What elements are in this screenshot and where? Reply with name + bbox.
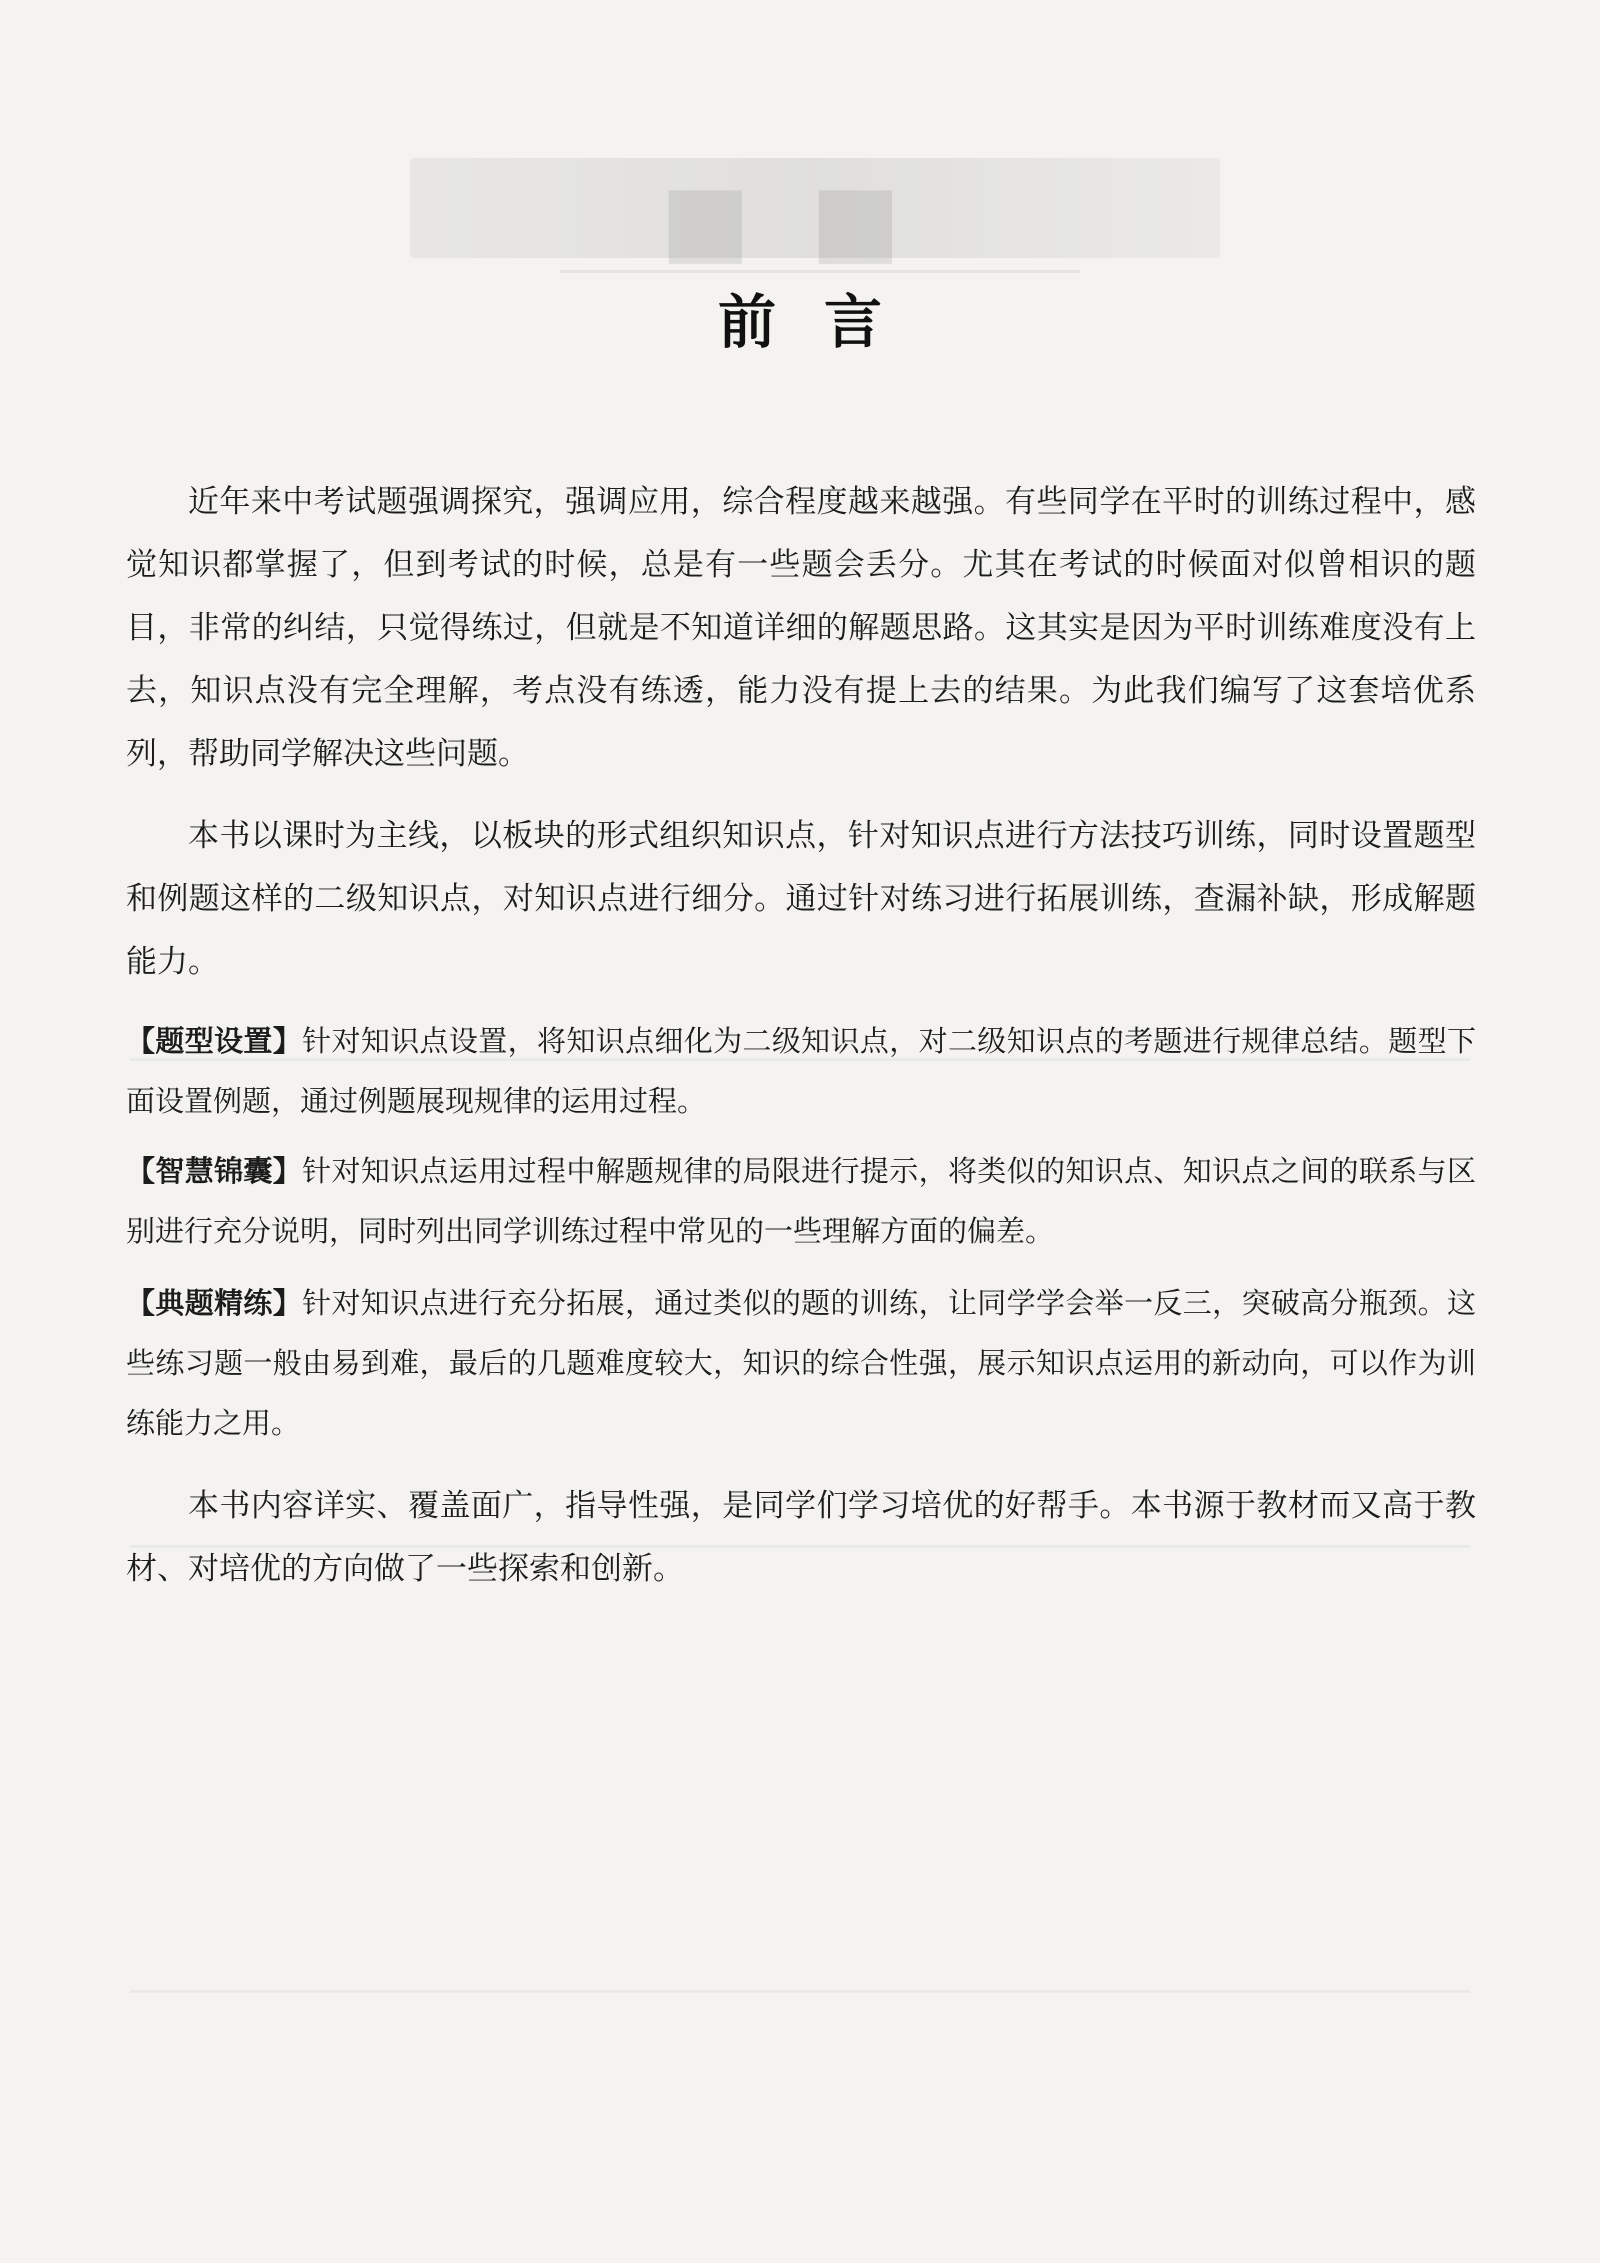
bleed-through-banner: ■ ■	[410, 158, 1220, 258]
feature-item-practice	[126, 1273, 1476, 1453]
feature-text: 针对知识点运用过程中解题规律的局限进行提示，将类似的知识点、知识点之间的联系与区别进行充分说明，同时列出同学训练过程中常见的一些理解方面的偏差。	[126, 1154, 1476, 1248]
bleed-through-rule	[560, 270, 1080, 273]
feature-tag: 【题型设置】	[126, 1024, 303, 1058]
intro-paragraph: 近年来中考试题强调探究，强调应用，综合程度越来越强。有些同学在平时的训练过程中，感觉知识都掌握了，但到考试的时候，总是有一些题会丢分。尤其在考试的时候面对似曾相识的题目，非常的纠结，只觉得练过，但就是不知道详细的解题思路。这其实是因为平时训练难度没有上去，知识点没有完全理解，考点没有练透，能力没有提上去的结果。为此我们编写了这套培优系列，帮助同学解决这些问题。	[126, 484, 1476, 772]
feature-item-question-types	[126, 1011, 1476, 1131]
closing-paragraph: 本书内容详实、覆盖面广，指导性强，是同学们学习培优的好帮手。本书源于教材而又高于教材、对培优的方向做了一些探索和创新。	[126, 1488, 1476, 1587]
feature-text: 针对知识点进行充分拓展，通过类似的题的训练，让同学学会举一反三，突破高分瓶颈。这些练习题一般由易到难，最后的几题难度较大，知识的综合性强，展示知识点运用的新动向，可以作为训练能力之用。	[126, 1286, 1476, 1440]
feature-text: 针对知识点设置，将知识点细化为二级知识点，对二级知识点的考题进行规律总结。题型下面设置例题，通过例题展现规律的运用过程。	[126, 1024, 1476, 1118]
structure-paragraph: 本书以课时为主线，以板块的形式组织知识点，针对知识点进行方法技巧训练，同时设置题型和例题这样的二级知识点，对知识点进行细分。通过针对练习进行拓展训练，查漏补缺，形成解题能力。	[126, 818, 1476, 980]
bleed-through-rule	[130, 1990, 1470, 1993]
feature-tag: 【典题精练】	[126, 1286, 303, 1320]
feature-tag: 【智慧锦囊】	[126, 1154, 303, 1188]
page-title: 前言	[717, 287, 930, 356]
feature-item-wisdom-tips	[126, 1141, 1476, 1261]
